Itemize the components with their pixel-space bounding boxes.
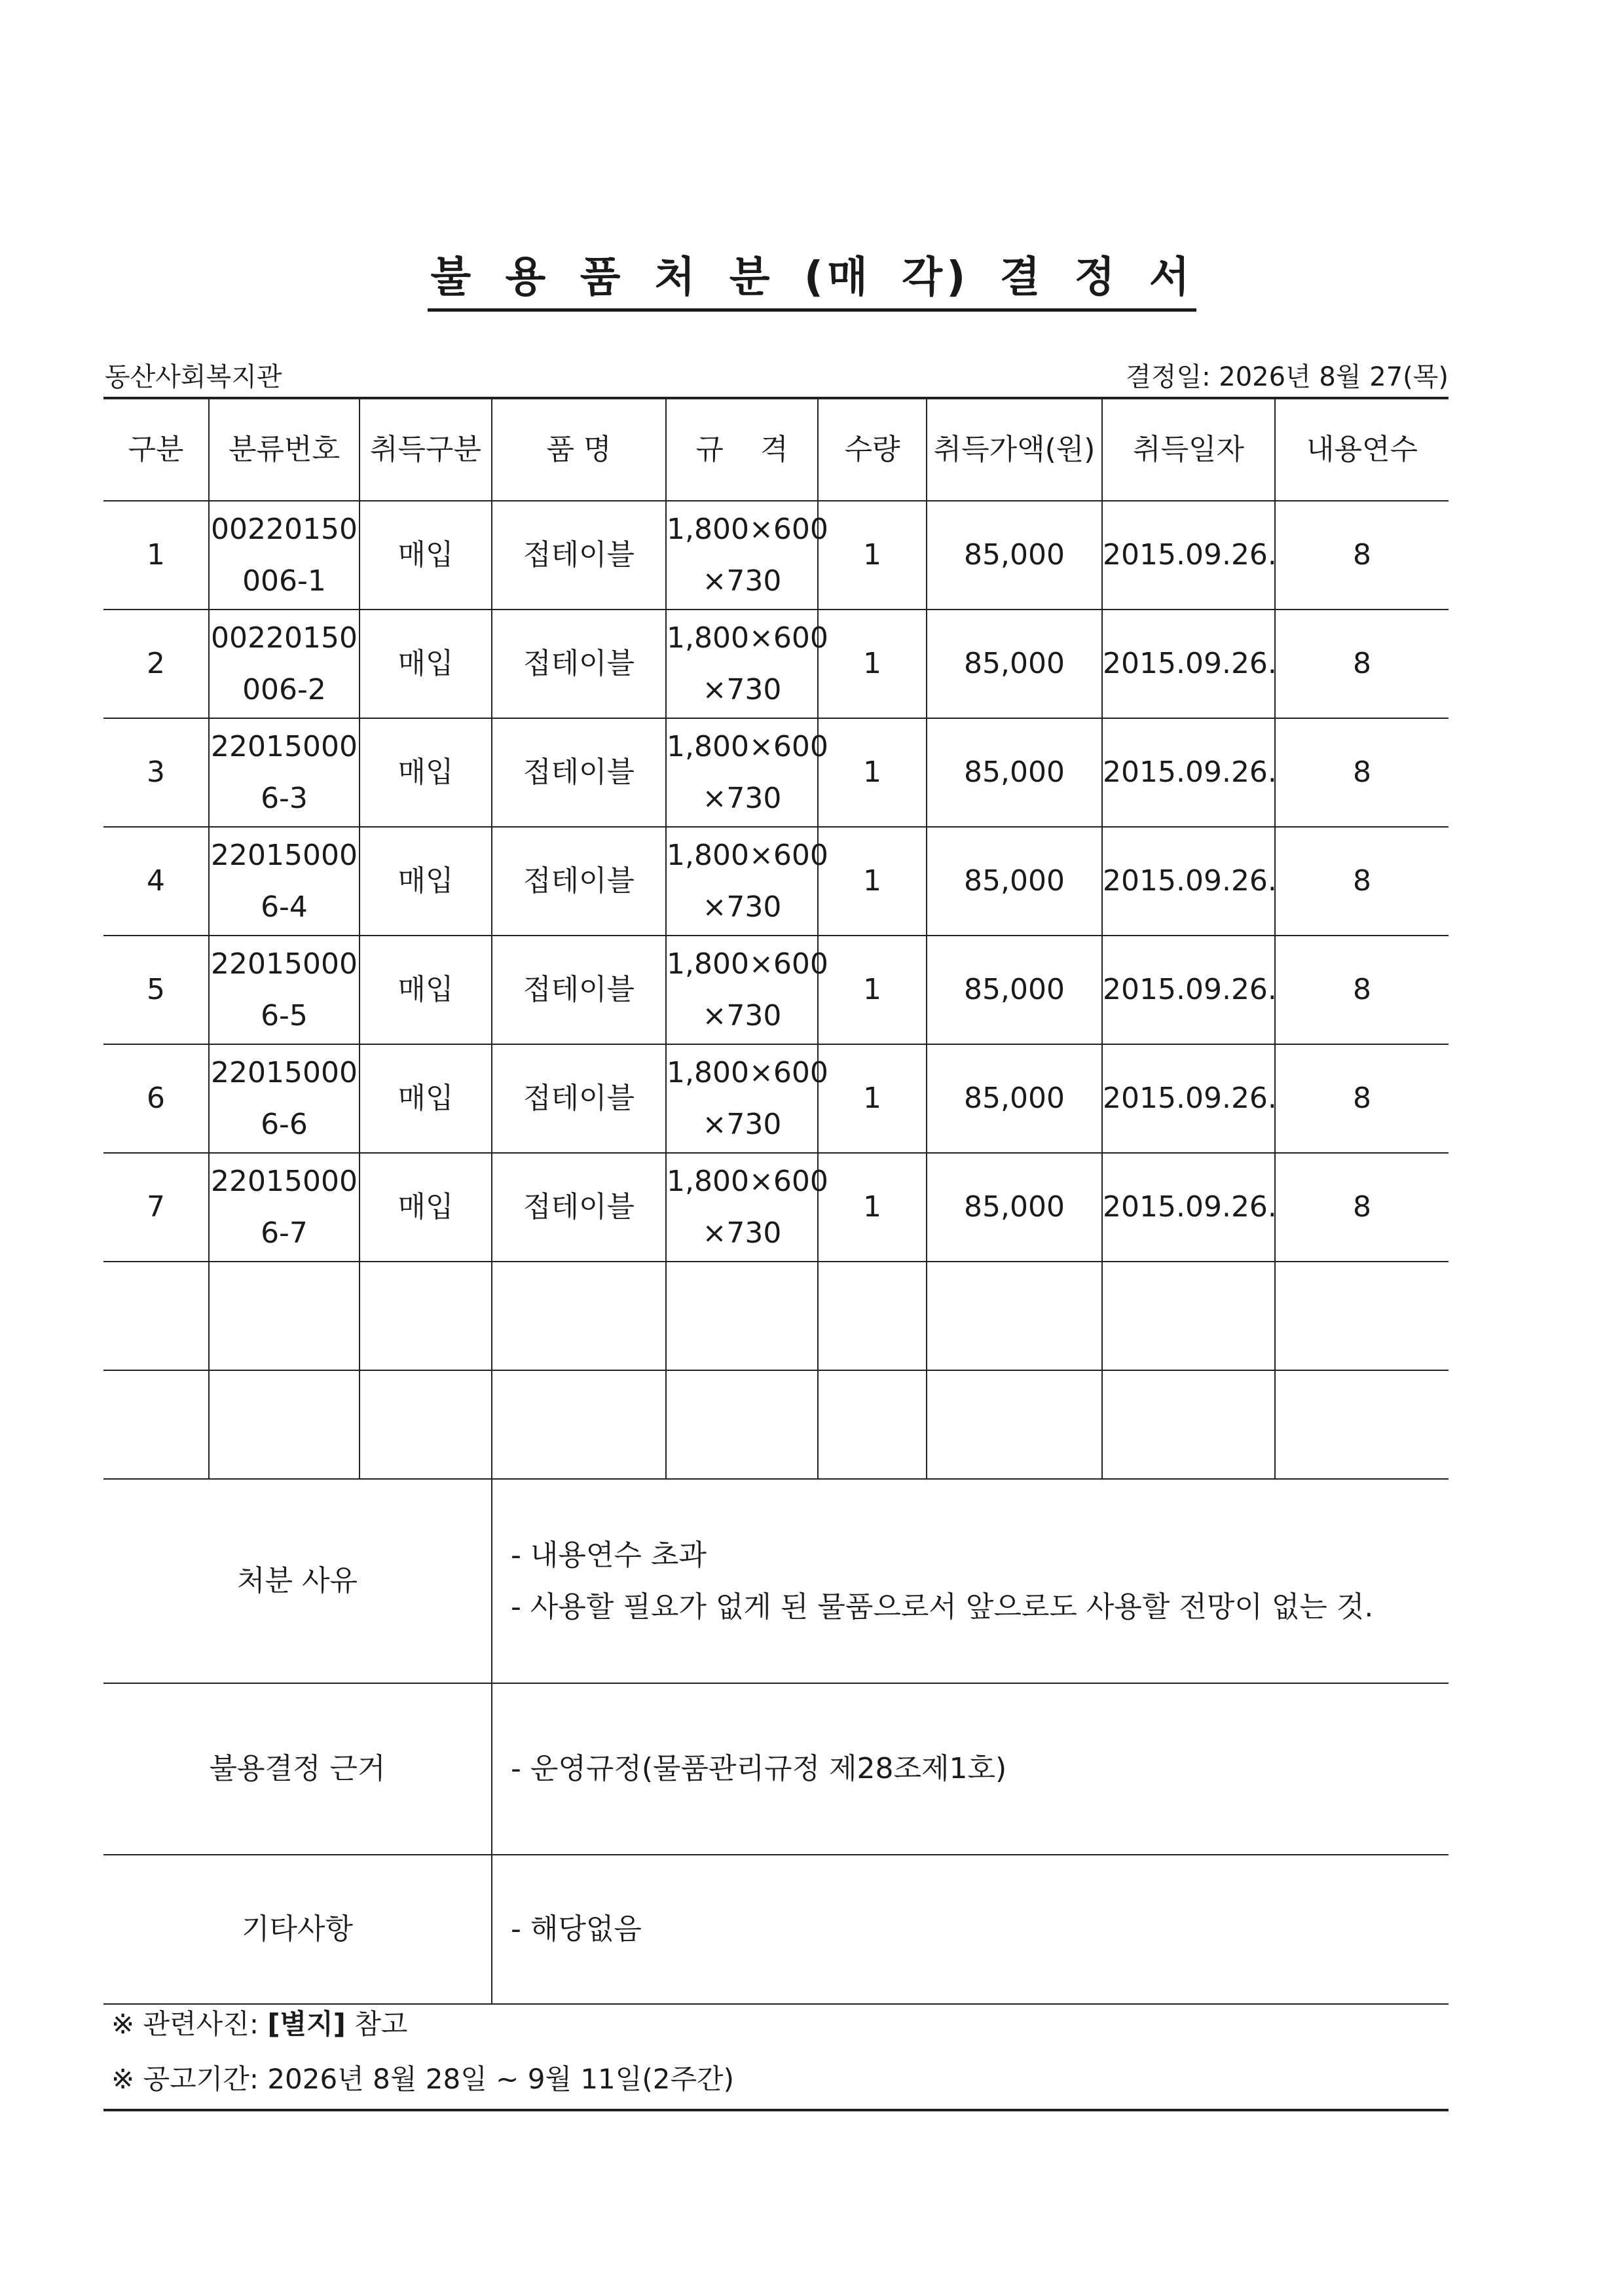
cell-spec: [666, 718, 828, 827]
cell-useful-life: 8: [1275, 827, 1449, 936]
header-acquisition-date: 취득일자: [1102, 398, 1275, 501]
cell-spec-line2: ×730: [702, 890, 782, 924]
cell-acquisition-type: 매입: [360, 827, 492, 936]
cell-spec-line1: 1,800×600: [667, 1055, 828, 1089]
cell-useful-life: 8: [1275, 1153, 1449, 1262]
cell-acquisition-type: 매입: [360, 610, 492, 718]
cell-price: 85,000: [927, 501, 1102, 610]
photo-note-bold: [별지]: [267, 2008, 346, 2040]
cell-spec-line2: ×730: [702, 673, 782, 706]
cell-code: [209, 827, 360, 936]
cell-code-line1: 00220150: [211, 512, 358, 546]
cell-code: [209, 501, 360, 610]
cell-spec: [666, 610, 828, 718]
disposal-reason-label: 처분 사유: [103, 1479, 492, 1683]
cell-code-line2: 006-1: [242, 564, 326, 598]
cell-quantity: 1: [818, 718, 927, 827]
cell-price: 85,000: [927, 718, 1102, 827]
cell-quantity: 1: [818, 501, 927, 610]
disposal-reason-content: [492, 1479, 1449, 1683]
cell-spec-line1: 1,800×600: [667, 1164, 828, 1198]
table-row: [103, 718, 1449, 827]
photo-note-suffix: 참고: [345, 2008, 408, 2040]
notes: [111, 1997, 734, 2107]
cell-code-line2: 6-3: [261, 782, 308, 815]
document-title: [0, 244, 1624, 304]
etc-label: 기타사항: [103, 1855, 492, 2004]
photo-note-prefix: ※ 관련사진:: [111, 2008, 268, 2040]
cell-item-name: 접테이블: [492, 936, 666, 1044]
cell-no: 7: [103, 1153, 209, 1262]
cell-item-name: 접테이블: [492, 718, 666, 827]
cell-useful-life: 8: [1275, 936, 1449, 1044]
header-code: 분류번호: [209, 398, 360, 501]
cell-quantity: 1: [818, 827, 927, 936]
cell-spec-line1: 1,800×600: [667, 838, 828, 872]
cell-code-line1: 22015000: [211, 1164, 358, 1198]
cell-acquisition-type: 매입: [360, 718, 492, 827]
cell-acquisition-date: 2015.09.26.: [1102, 718, 1275, 827]
basis-label: 불용결정 근거: [103, 1683, 492, 1855]
cell-code: [209, 936, 360, 1044]
cell-quantity: 1: [818, 1044, 927, 1153]
cell-price: 85,000: [927, 827, 1102, 936]
cell-acquisition-type: 매입: [360, 1044, 492, 1153]
cell-quantity: 1: [818, 1153, 927, 1262]
table-row: [103, 936, 1449, 1044]
cell-acquisition-type: 매입: [360, 1153, 492, 1262]
basis-row: [103, 1683, 1449, 1855]
cell-code-line1: 22015000: [211, 947, 358, 981]
decision-date: 결정일: 2026년 8월 27(목): [1126, 362, 1449, 392]
cell-acquisition-date: 2015.09.26.: [1102, 1044, 1275, 1153]
cell-useful-life: 8: [1275, 501, 1449, 610]
cell-code: [209, 1153, 360, 1262]
cell-spec-line1: 1,800×600: [667, 729, 828, 763]
cell-item-name: 접테이블: [492, 501, 666, 610]
cell-acquisition-date: 2015.09.26.: [1102, 827, 1275, 936]
cell-no: 1: [103, 501, 209, 610]
cell-item-name: 접테이블: [492, 1153, 666, 1262]
disposal-reason-line: - 사용할 필요가 없게 된 물품으로서 앞으로도 사용할 전망이 없는 것.: [511, 1590, 1374, 1624]
cell-acquisition-date: 2015.09.26.: [1102, 501, 1275, 610]
table-header-row: [103, 398, 1449, 501]
cell-price: 85,000: [927, 1044, 1102, 1153]
cell-quantity: 1: [818, 610, 927, 718]
cell-spec-line2: ×730: [702, 999, 782, 1032]
cell-code-line1: 22015000: [211, 729, 358, 763]
cell-acquisition-type: 매입: [360, 936, 492, 1044]
cell-code: [209, 1044, 360, 1153]
table-row: [103, 1153, 1449, 1262]
cell-spec: [666, 1044, 828, 1153]
header-price: 취득가액(원): [927, 398, 1102, 501]
disposal-table: [103, 397, 1449, 2005]
cell-no: 5: [103, 936, 209, 1044]
etc-content: - 해당없음: [492, 1855, 1449, 2004]
empty-table-row: [103, 1262, 1449, 1370]
basis-content: - 운영규정(물품관리규정 제28조제1호): [492, 1683, 1449, 1855]
cell-no: 6: [103, 1044, 209, 1153]
cell-useful-life: 8: [1275, 1044, 1449, 1153]
table-row: [103, 1044, 1449, 1153]
cell-spec-line1: 1,800×600: [667, 947, 828, 981]
cell-spec: [666, 1153, 828, 1262]
header-acquisition-type: 취득구분: [360, 398, 492, 501]
cell-acquisition-date: 2015.09.26.: [1102, 1153, 1275, 1262]
table-row: [103, 610, 1449, 718]
cell-spec-line1: 1,800×600: [667, 512, 828, 546]
cell-spec-line2: ×730: [702, 1108, 782, 1141]
cell-price: 85,000: [927, 1153, 1102, 1262]
cell-spec-line2: ×730: [702, 564, 782, 598]
cell-quantity: 1: [818, 936, 927, 1044]
photo-note: [111, 1997, 734, 2052]
header-quantity: 수량: [818, 398, 927, 501]
cell-code-line2: 6-6: [261, 1108, 308, 1141]
cell-spec: [666, 827, 828, 936]
cell-code: [209, 718, 360, 827]
cell-no: 4: [103, 827, 209, 936]
cell-acquisition-type: 매입: [360, 501, 492, 610]
cell-code-line1: 22015000: [211, 1055, 358, 1089]
notice-period: ※ 공고기간: 2026년 8월 28일 ~ 9월 11일(2주간): [111, 2063, 734, 2095]
cell-code: [209, 610, 360, 718]
cell-item-name: 접테이블: [492, 1044, 666, 1153]
cell-code-line2: 6-4: [261, 890, 308, 924]
header-spec: 규 격: [666, 398, 818, 501]
cell-code-line2: 6-5: [261, 999, 308, 1032]
cell-acquisition-date: 2015.09.26.: [1102, 936, 1275, 1044]
cell-spec-line2: ×730: [702, 1216, 782, 1250]
cell-spec: [666, 501, 828, 610]
document-title-text: 불 용 품 처 분 (매 각) 결 정 서: [428, 253, 1196, 312]
cell-no: 3: [103, 718, 209, 827]
table-row: [103, 501, 1449, 610]
etc-row: [103, 1855, 1449, 2004]
cell-useful-life: 8: [1275, 718, 1449, 827]
table-row: [103, 827, 1449, 936]
cell-no: 2: [103, 610, 209, 718]
cell-price: 85,000: [927, 936, 1102, 1044]
disposal-reason-row: [103, 1479, 1449, 1683]
cell-acquisition-date: 2015.09.26.: [1102, 610, 1275, 718]
cell-code-line1: 22015000: [211, 838, 358, 872]
disposal-reason-line: - 내용연수 초과: [511, 1538, 707, 1572]
cell-item-name: 접테이블: [492, 610, 666, 718]
cell-price: 85,000: [927, 610, 1102, 718]
header-useful-life: 내용연수: [1275, 398, 1449, 501]
cell-spec-line2: ×730: [702, 782, 782, 815]
cell-code-line2: 006-2: [242, 673, 326, 706]
cell-code-line1: 00220150: [211, 621, 358, 655]
bottom-rule: [103, 2109, 1449, 2111]
cell-code-line2: 6-7: [261, 1216, 308, 1250]
cell-item-name: 접테이블: [492, 827, 666, 936]
cell-spec: [666, 936, 828, 1044]
organization-name: 동산사회복지관: [105, 362, 282, 392]
cell-useful-life: 8: [1275, 610, 1449, 718]
cell-spec-line1: 1,800×600: [667, 621, 828, 655]
header-item-name: 품 명: [492, 398, 666, 501]
header-no: 구분: [103, 398, 209, 501]
empty-table-row: [103, 1370, 1449, 1479]
